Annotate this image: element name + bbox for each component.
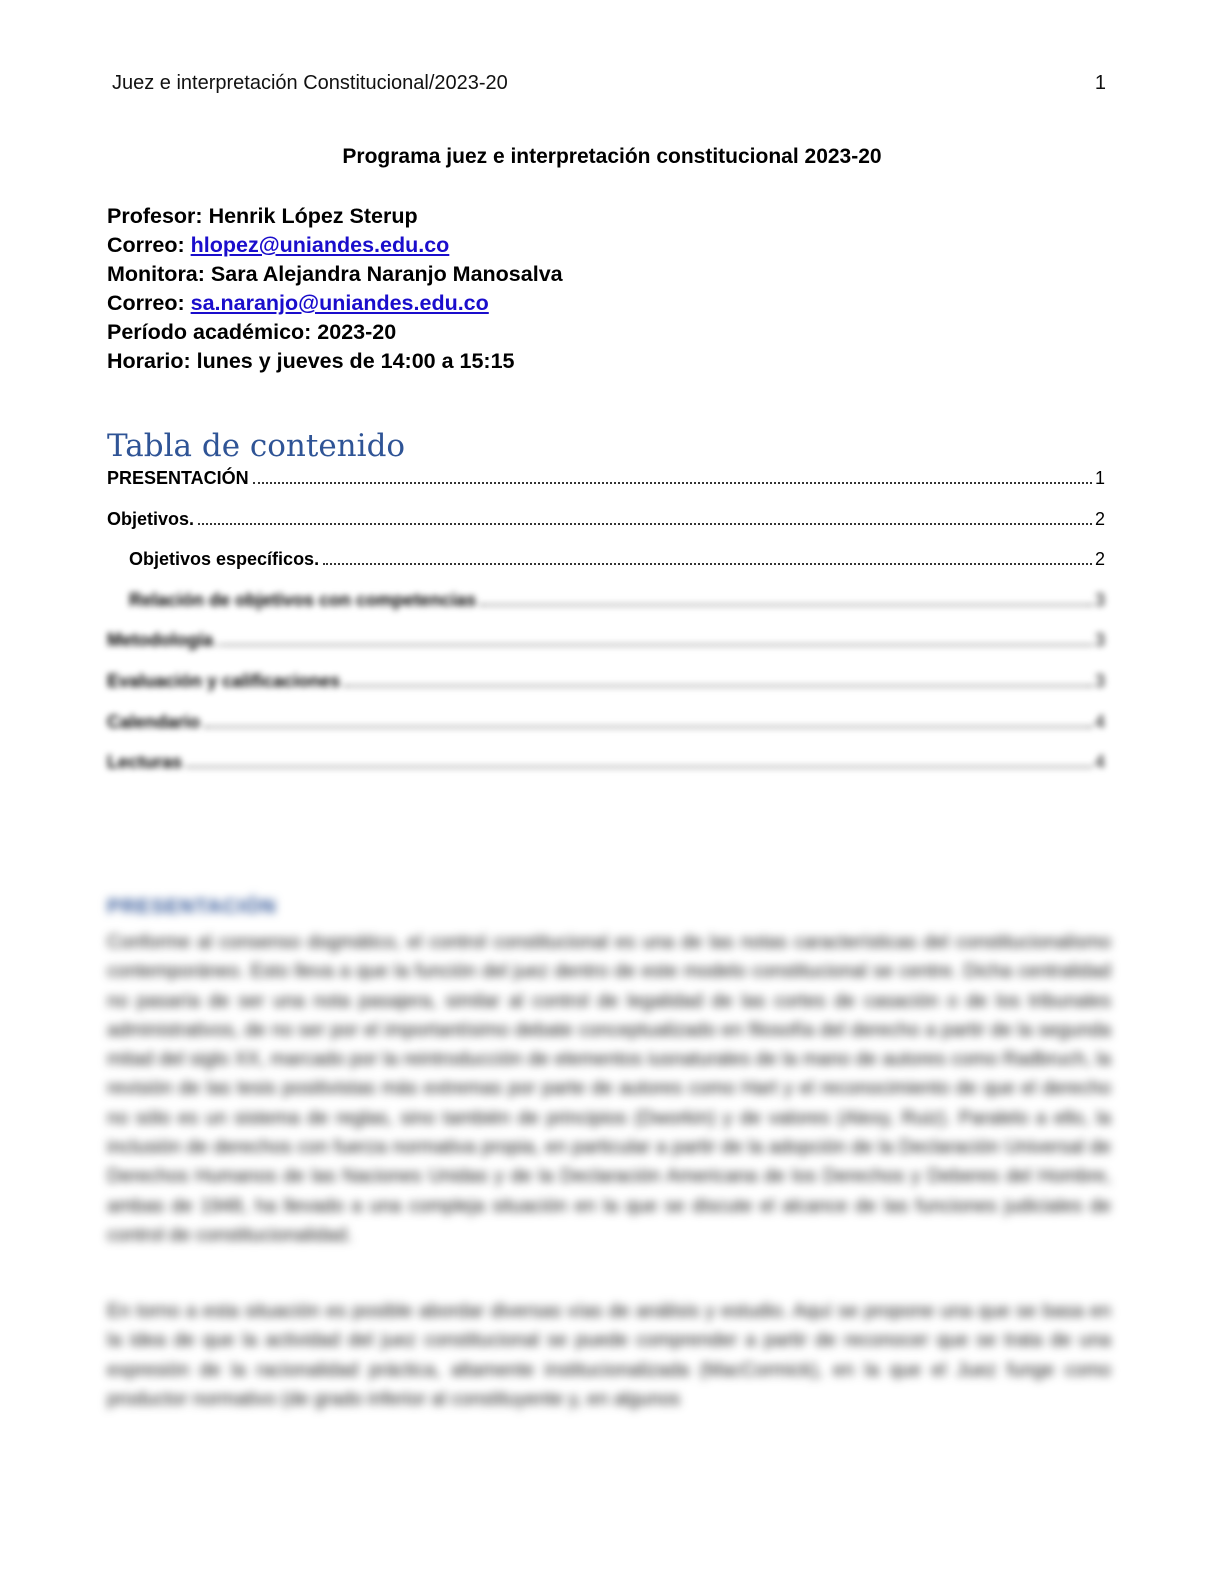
professor-line: Profesor: Henrik López Sterup bbox=[107, 204, 418, 228]
toc-entry-evaluacion[interactable]: Evaluación y calificaciones 3 bbox=[107, 670, 1105, 691]
section-paragraph: Conforme al consenso dogmático, el control constitucional es una de las notas características del constitucionalismo contemporáneo. Esto lleva a que la función del juez dentro de este modelo constitucional se centre. Dicha centralidad no pasaría de ser una nota pasajera, similar al control de legalidad de las cortes de casación o de los tribunales administrativos, de no ser por el importantísimo debate conceptualizado en filosofía del derecho a partir de la segunda mitad del siglo XX, marcado por la reintroducción de elementos iusnaturales de la mano de autores como Radbruch, la revisión de las tesis positivistas más extremas por parte de autores como Hart y el reconocimiento de que el derecho no sólo es un sistema de reglas, sino también de principios (Dworkin) y de valores (Alexy, Ruiz). Paralelo a ello, la inclusión de derechos con fuerza normativa propia, en particular a partir de la adopción de la Declaración Universal de Derechos Humanos de las Naciones Unidas y de la Declaración Americana de los Derechos y Deberes del Hombre, ambas de 1948, ha llevado a una compleja situación en la que se discute el alcance de las funciones judiciales de control de constitucionalidad. bbox=[107, 932, 1111, 1246]
table-of-contents bbox=[107, 468, 1105, 793]
toc-entry-objetivos-especificos[interactable]: Objetivos específicos. 2 bbox=[129, 549, 1105, 570]
monitor-line: Monitora: Sara Alejandra Naranjo Manosalva bbox=[107, 262, 563, 286]
section-heading-presentacion: PRESENTACIÓN bbox=[107, 896, 277, 918]
monitor-name: Sara Alejandra Naranjo Manosalva bbox=[210, 262, 563, 286]
professor-email-link[interactable]: hlopez@uniandes.edu.co bbox=[190, 233, 450, 257]
monitor-email-line: Correo: sa.naranjo@uniandes.edu.co bbox=[107, 291, 489, 315]
toc-entry-presentacion[interactable]: PRESENTACIÓN 1 bbox=[107, 468, 1105, 488]
schedule-line: Horario: lunes y jueves de 14:00 a 15:15 bbox=[107, 349, 515, 373]
toc-entry-metodologia[interactable]: Metodología 3 bbox=[107, 630, 1105, 651]
academic-period: 2023-20 bbox=[317, 320, 397, 344]
professor-name: Henrik López Sterup bbox=[208, 204, 418, 228]
toc-entry-lecturas[interactable]: Lecturas 4 bbox=[107, 752, 1105, 773]
page-number: 1 bbox=[1094, 72, 1106, 94]
toc-entry-calendario[interactable]: Calendario 4 bbox=[107, 711, 1105, 732]
professor-email-line: Correo: hlopez@uniandes.edu.co bbox=[107, 233, 450, 257]
monitor-email-link[interactable]: sa.naranjo@uniandes.edu.co bbox=[190, 291, 489, 315]
section-paragraph: En torno a esta situación es posible abordar diversas vías de análisis y estudio. Aquí se propone una que se basa en la idea de que la actividad del juez constitucional se puede comprender a partir de reconocer que se trata de una expresión de la racionalidad práctica, altamente institucionalizada (MacCormick), en la que el Juez funge como productor normativo (de grado inferior al constituyente y, en algunos bbox=[107, 1301, 1111, 1410]
toc-heading: Tabla de contenido bbox=[107, 428, 406, 464]
toc-entry-relacion-objetivos[interactable]: Relación de objetivos con competencias 3 bbox=[129, 589, 1105, 610]
academic-period-line: Período académico: 2023-20 bbox=[107, 320, 397, 344]
toc-entry-objetivos[interactable]: Objetivos. 2 bbox=[107, 508, 1105, 529]
document-title: Programa juez e interpretación constitucional 2023-20 bbox=[342, 145, 882, 168]
schedule: lunes y jueves de 14:00 a 15:15 bbox=[196, 349, 515, 373]
course-info bbox=[107, 202, 563, 376]
running-header-title: Juez e interpretación Constitucional/2023-20 bbox=[112, 72, 508, 94]
